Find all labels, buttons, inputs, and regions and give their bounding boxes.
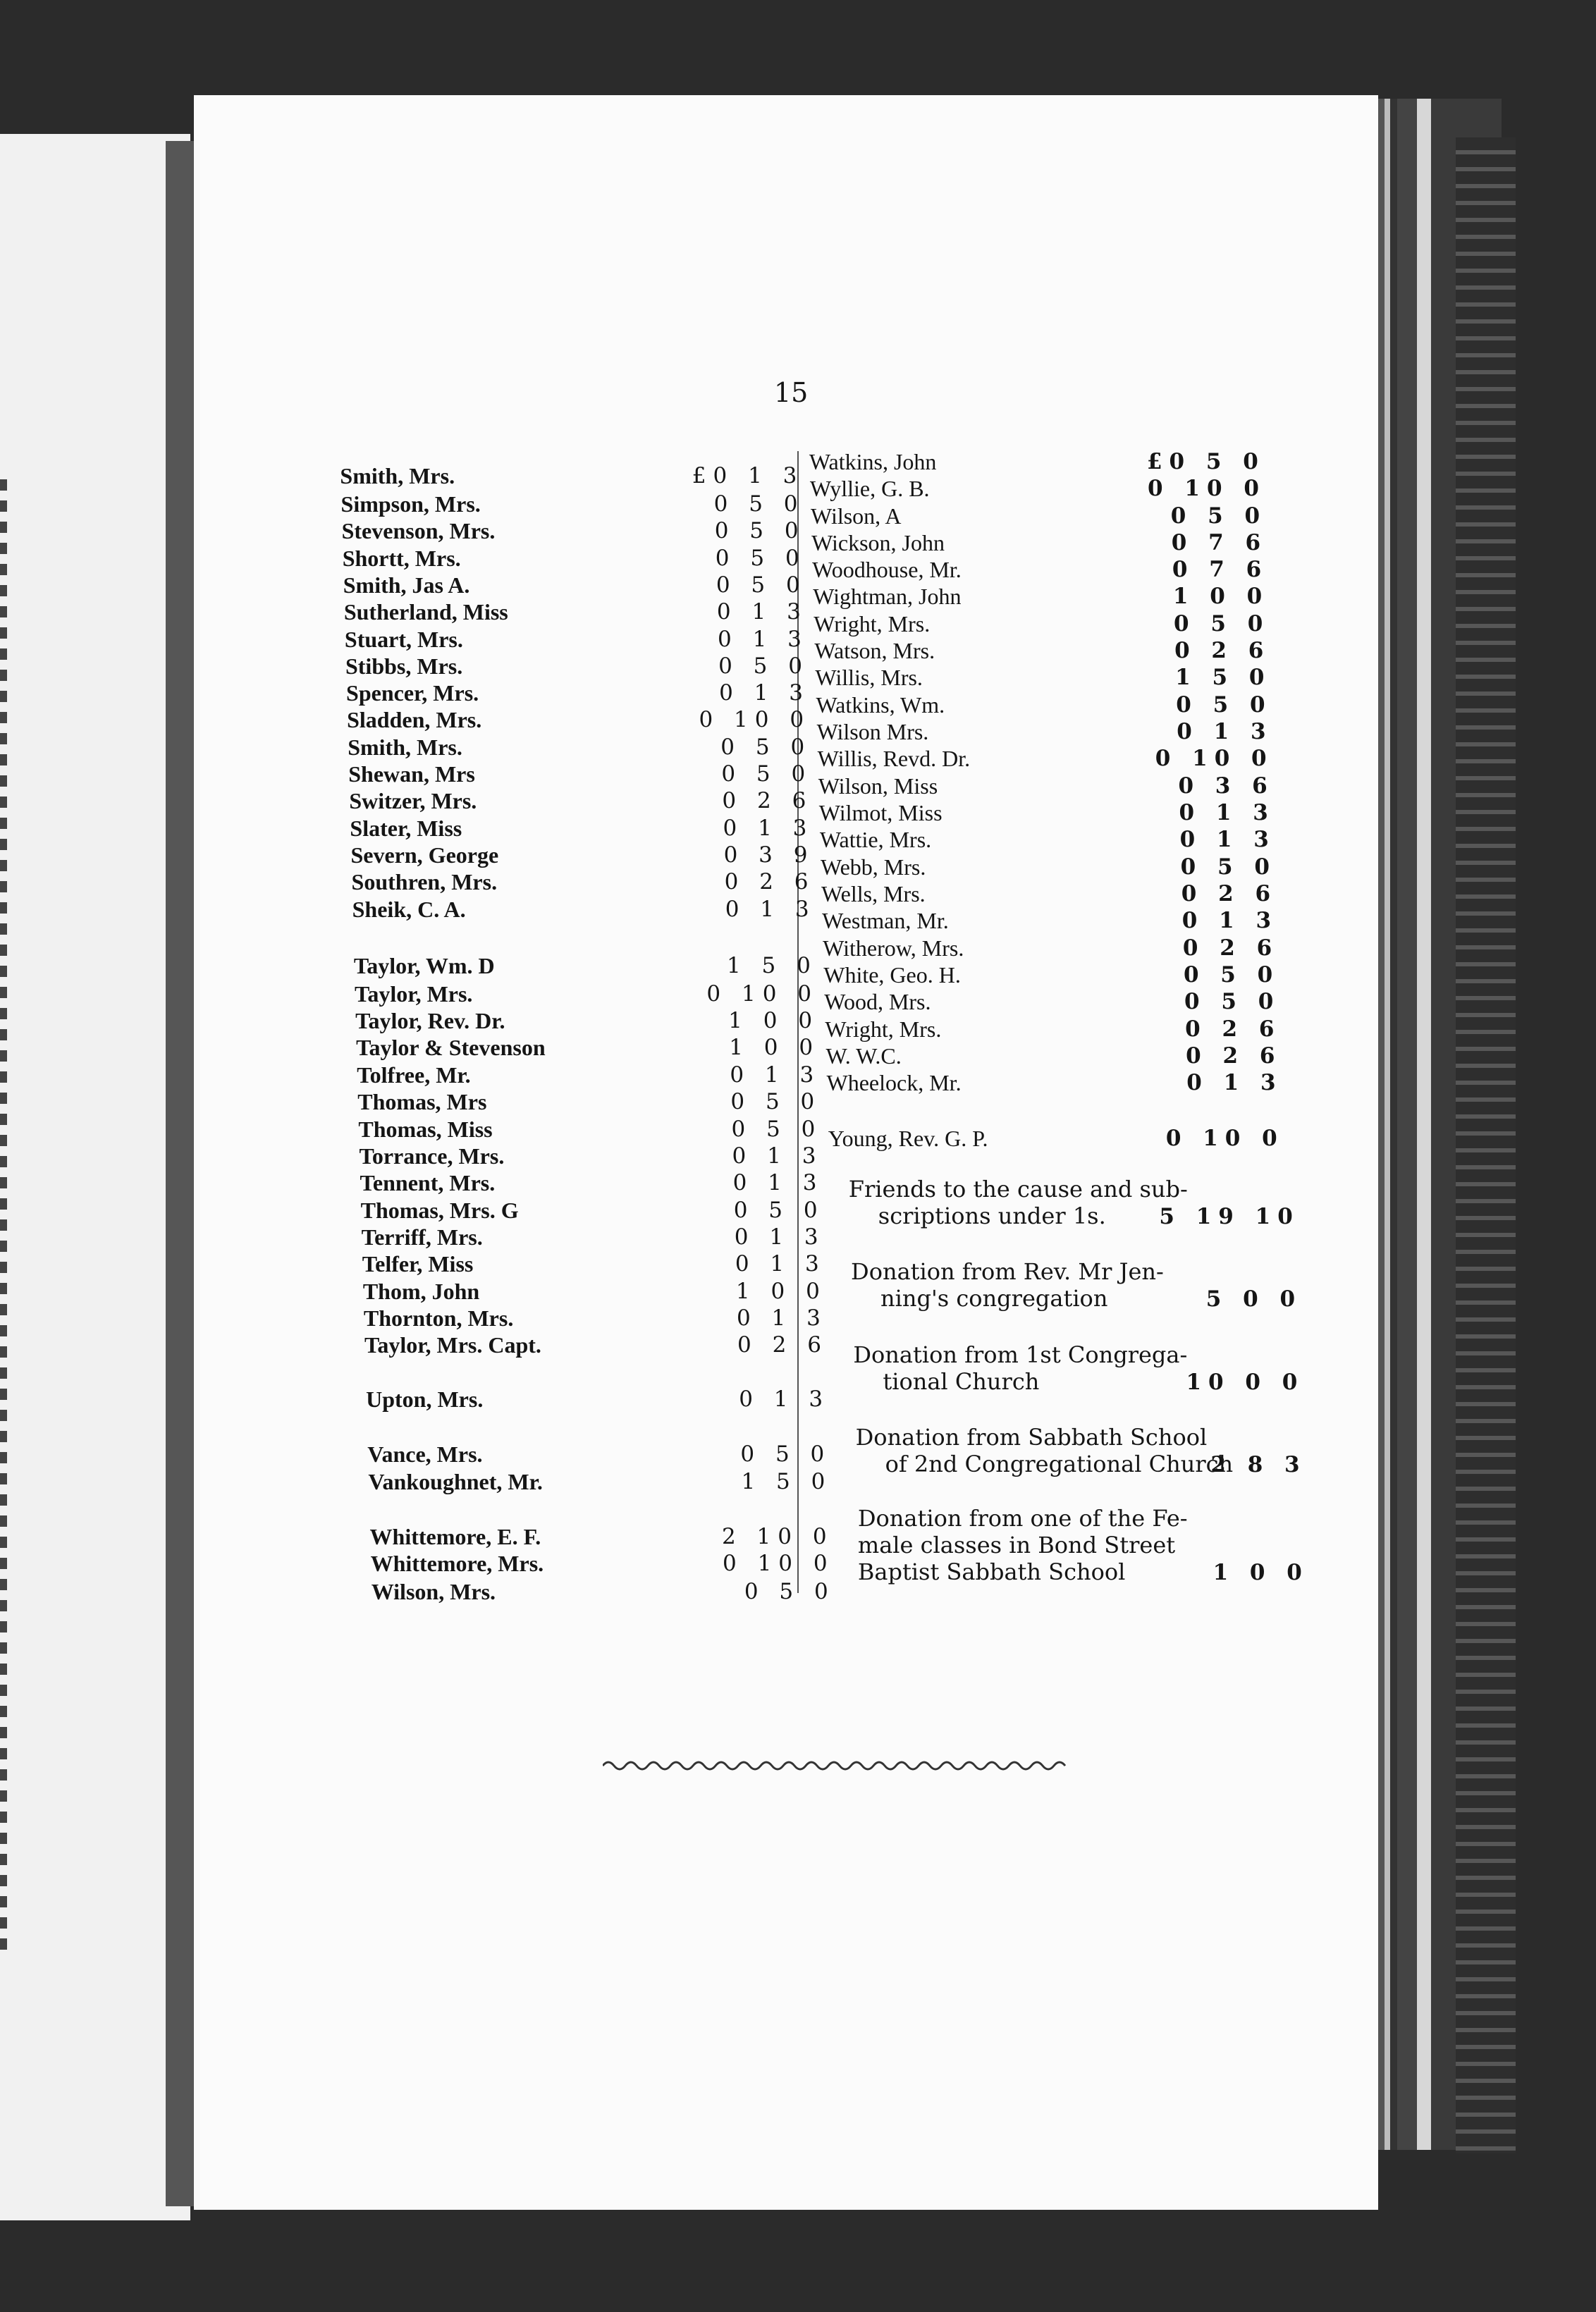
subscriber-amount: 0 1 3 bbox=[718, 627, 809, 652]
donation-text-line: Donation from one of the Fe- bbox=[857, 1505, 1188, 1532]
subscriber-name: Smith, Mrs. bbox=[340, 463, 455, 488]
subscriber-name: Wheelock, Mr. bbox=[826, 1070, 962, 1095]
subscriber-amount: 0 5 0 bbox=[715, 546, 806, 571]
subscriber-amount: 0 2 6 bbox=[1181, 881, 1278, 906]
subscriber-amount: 0 5 0 bbox=[716, 572, 807, 598]
subscriber-name: Wightman, John bbox=[813, 584, 962, 609]
donation-text-line: ning's congregation bbox=[880, 1285, 1108, 1312]
subscriber-name: Wilson, A bbox=[811, 503, 902, 529]
subscriber-name: Taylor, Wm. D bbox=[353, 953, 495, 978]
donation-text-line: tional Church bbox=[883, 1368, 1040, 1395]
subscriber-amount: 1 5 0 bbox=[741, 1469, 833, 1494]
subscriber-name: Vankoughnet, Mr. bbox=[368, 1469, 543, 1494]
subscriber-amount: 1 0 0 bbox=[1172, 584, 1270, 609]
subscriber-amount: 0 10 0 bbox=[699, 707, 811, 732]
subscriber-name: Wright, Mrs. bbox=[814, 611, 931, 637]
donation-text-line: Donation from 1st Congrega- bbox=[853, 1341, 1188, 1368]
donation-amount: 1 0 0 bbox=[1213, 1560, 1309, 1585]
subscriber-amount: 1 0 0 bbox=[729, 1035, 821, 1060]
subscriber-name: Thornton, Mrs. bbox=[363, 1305, 514, 1331]
subscriber-amount: 0 5 0 bbox=[714, 518, 806, 543]
subscriber-amount: 0 5 0 bbox=[730, 1089, 822, 1114]
donation-text-line: of 2nd Congregational Church bbox=[885, 1451, 1234, 1477]
subscriber-name: Tolfree, Mr. bbox=[357, 1062, 471, 1088]
decorative-rule bbox=[603, 1755, 1068, 1776]
subscriber-amount: 0 2 6 bbox=[724, 869, 816, 894]
subscriber-name: Wilmot, Miss bbox=[818, 800, 943, 825]
subscriber-amount: 0 1 3 bbox=[1186, 1070, 1283, 1095]
subscriber-amount: 0 10 0 bbox=[1155, 746, 1274, 771]
subscriber-name: Vance, Mrs. bbox=[367, 1441, 483, 1467]
subscriber-name: Shewan, Mrs bbox=[348, 761, 475, 787]
donation-text-line: Donation from Sabbath School bbox=[855, 1424, 1208, 1451]
subscriber-name: Terriff, Mrs. bbox=[361, 1224, 483, 1250]
subscriber-name: Wattie, Mrs. bbox=[819, 827, 932, 852]
subscriber-amount: £0 5 0 bbox=[1146, 449, 1265, 474]
subscriber-name: Torrance, Mrs. bbox=[359, 1143, 505, 1169]
subscriber-name: Wells, Mrs. bbox=[821, 881, 926, 906]
subscriber-amount: 0 1 3 bbox=[1179, 800, 1275, 825]
subscriber-amount: 0 1 3 bbox=[736, 1305, 828, 1331]
subscriber-name: Wood, Mrs. bbox=[824, 989, 931, 1014]
subscriber-amount: 0 10 0 bbox=[723, 1551, 835, 1576]
subscriber-name: Wilson, Miss bbox=[818, 773, 938, 799]
subscriber-name: Witherow, Mrs. bbox=[823, 935, 964, 961]
subscriber-name: Sheik, C. A. bbox=[352, 897, 466, 922]
donation-amount: 5 0 0 bbox=[1205, 1286, 1303, 1312]
subscriber-amount: 0 1 3 bbox=[723, 816, 814, 841]
page-number: 15 bbox=[774, 377, 809, 408]
subscriber-name: Thom, John bbox=[362, 1279, 480, 1304]
subscriber-name: Webb, Mrs. bbox=[820, 854, 926, 880]
subscriber-amount: 0 5 0 bbox=[1183, 962, 1280, 988]
subscriber-amount: 0 3 6 bbox=[1178, 773, 1275, 799]
book-cover-edge bbox=[1456, 137, 1516, 2153]
subscriber-amount: 1 5 0 bbox=[726, 953, 818, 978]
donation-amount: 2 8 3 bbox=[1210, 1452, 1307, 1477]
donation-text-line: male classes in Bond Street bbox=[857, 1532, 1176, 1558]
subscriber-name: Young, Rev. G. P. bbox=[828, 1126, 988, 1151]
subscriber-name: Sutherland, Miss bbox=[343, 599, 508, 625]
subscriber-amount: 0 1 3 bbox=[716, 599, 808, 625]
subscriber-name: Wright, Mrs. bbox=[825, 1016, 942, 1042]
subscriber-amount: 0 1 3 bbox=[1179, 827, 1276, 852]
subscriber-amount: 0 1 3 bbox=[732, 1170, 824, 1195]
subscriber-amount: 0 2 6 bbox=[1174, 638, 1271, 663]
subscriber-amount: 0 1 3 bbox=[735, 1251, 826, 1277]
subscriber-name: White, Geo. H. bbox=[823, 962, 961, 988]
subscriber-name: Sladden, Mrs. bbox=[347, 707, 482, 732]
subscriber-name: Wilson, Mrs. bbox=[371, 1579, 496, 1604]
subscriber-amount: 0 5 0 bbox=[1180, 854, 1277, 880]
subscriber-name: Upton, Mrs. bbox=[366, 1386, 484, 1412]
subscriber-name: Switzer, Mrs. bbox=[349, 788, 477, 813]
subscriber-name: Shortt, Mrs. bbox=[342, 546, 461, 571]
subscriber-amount: 0 5 0 bbox=[1184, 989, 1281, 1014]
subscriber-amount: 0 5 0 bbox=[720, 734, 812, 760]
subscriber-amount: 0 5 0 bbox=[744, 1579, 835, 1604]
subscriber-name: Slater, Miss bbox=[350, 816, 462, 841]
previous-page-edge-marks bbox=[0, 479, 7, 1960]
subscriber-amount: 0 1 3 bbox=[730, 1062, 821, 1088]
subscriber-name: Thomas, Mrs. G bbox=[360, 1198, 519, 1223]
donation-amount: 5 19 10 bbox=[1159, 1204, 1300, 1229]
donation-text-line: scriptions under 1s. bbox=[878, 1203, 1106, 1229]
subscriber-amount: 0 10 0 bbox=[1148, 476, 1266, 501]
subscriber-name: W. W.C. bbox=[825, 1043, 902, 1069]
subscriber-amount: 0 1 3 bbox=[739, 1386, 830, 1412]
subscriber-name: Telfer, Miss bbox=[362, 1251, 474, 1277]
donation-text-line: Friends to the cause and sub- bbox=[848, 1176, 1188, 1203]
subscriber-amount: 0 1 3 bbox=[732, 1143, 823, 1169]
subscriber-amount: 0 2 6 bbox=[722, 788, 814, 813]
subscriber-name: Southren, Mrs. bbox=[351, 869, 498, 894]
subscriber-name: Severn, George bbox=[350, 842, 499, 868]
subscriber-name: Thomas, Mrs bbox=[357, 1089, 487, 1114]
subscriber-name: Wyllie, G. B. bbox=[809, 476, 930, 501]
subscriber-name: Smith, Jas A. bbox=[343, 572, 470, 598]
subscriber-amount: 1 0 0 bbox=[728, 1008, 820, 1033]
subscriber-amount: 0 1 3 bbox=[734, 1224, 825, 1250]
subscriber-amount: 0 10 0 bbox=[706, 981, 818, 1007]
subscriber-amount: 0 10 0 bbox=[1165, 1126, 1284, 1151]
subscriber-name: Stibbs, Mrs. bbox=[345, 653, 463, 679]
subscriber-amount: 0 2 6 bbox=[1186, 1043, 1282, 1069]
subscriber-name: Spencer, Mrs. bbox=[346, 680, 479, 706]
subscriber-amount: 0 1 3 bbox=[1181, 908, 1279, 933]
subscriber-amount: 0 5 0 bbox=[731, 1117, 823, 1142]
subscriber-amount: 0 2 6 bbox=[1185, 1016, 1282, 1042]
subscriber-amount: 0 1 3 bbox=[725, 897, 816, 922]
subscriber-name: Taylor, Mrs. Capt. bbox=[364, 1332, 541, 1358]
subscriber-name: Wilson Mrs. bbox=[816, 719, 929, 744]
subscriber-amount: 2 10 0 bbox=[721, 1524, 834, 1549]
subscriber-amount: 1 5 0 bbox=[1175, 665, 1272, 690]
subscriber-name: Simpson, Mrs. bbox=[340, 491, 481, 517]
subscriber-amount: 0 5 0 bbox=[718, 653, 809, 679]
subscriber-amount: £0 1 3 bbox=[692, 463, 804, 488]
subscriber-name: Stuart, Mrs. bbox=[344, 627, 463, 652]
subscriber-amount: 0 7 6 bbox=[1171, 530, 1268, 555]
subscriber-name: Watkins, John bbox=[809, 449, 937, 474]
donation-text-line: Baptist Sabbath School bbox=[857, 1558, 1126, 1585]
subscriber-name: Tennent, Mrs. bbox=[360, 1170, 496, 1195]
subscriber-name: Willis, Revd. Dr. bbox=[817, 746, 971, 771]
subscriber-amount: 0 1 3 bbox=[1177, 719, 1273, 744]
donation-amount: 10 0 0 bbox=[1186, 1370, 1305, 1395]
subscriber-name: Stevenson, Mrs. bbox=[341, 518, 496, 543]
subscriber-name: Watkins, Wm. bbox=[816, 692, 945, 718]
subscriber-amount: 0 5 0 bbox=[721, 761, 813, 787]
subscriber-amount: 0 5 0 bbox=[1174, 611, 1270, 637]
subscriber-name: Woodhouse, Mr. bbox=[812, 557, 962, 582]
subscriber-name: Watson, Mrs. bbox=[814, 638, 935, 663]
subscriber-name: Taylor, Rev. Dr. bbox=[355, 1008, 505, 1033]
subscriber-amount: 1 0 0 bbox=[735, 1279, 827, 1304]
subscriber-name: Smith, Mrs. bbox=[348, 734, 462, 760]
subscriber-name: Wickson, John bbox=[811, 530, 945, 555]
subscriber-name: Taylor, Mrs. bbox=[355, 981, 473, 1007]
subscriber-name: Whittemore, E. F. bbox=[369, 1524, 541, 1549]
subscriber-name: Westman, Mr. bbox=[822, 908, 949, 933]
subscriber-amount: 0 7 6 bbox=[1172, 557, 1269, 582]
subscriber-amount: 0 5 0 bbox=[713, 491, 805, 517]
subscriber-amount: 0 2 6 bbox=[1182, 935, 1279, 961]
subscriber-amount: 0 5 0 bbox=[1176, 692, 1272, 718]
donation-text-line: Donation from Rev. Mr Jen- bbox=[851, 1258, 1164, 1285]
subscriber-name: Thomas, Miss bbox=[358, 1117, 493, 1142]
subscriber-amount: 0 5 0 bbox=[733, 1198, 825, 1223]
subscriber-amount: 0 2 6 bbox=[737, 1332, 828, 1358]
subscriber-amount: 0 5 0 bbox=[1170, 503, 1267, 529]
previous-page bbox=[0, 134, 190, 2220]
subscriber-name: Taylor & Stevenson bbox=[356, 1035, 546, 1060]
subscriber-amount: 0 5 0 bbox=[740, 1441, 832, 1467]
subscriber-name: Whittemore, Mrs. bbox=[370, 1551, 544, 1576]
subscriber-name: Willis, Mrs. bbox=[815, 665, 923, 690]
subscriber-amount: 0 3 9 bbox=[723, 842, 815, 868]
subscriber-amount: 0 1 3 bbox=[719, 680, 811, 706]
